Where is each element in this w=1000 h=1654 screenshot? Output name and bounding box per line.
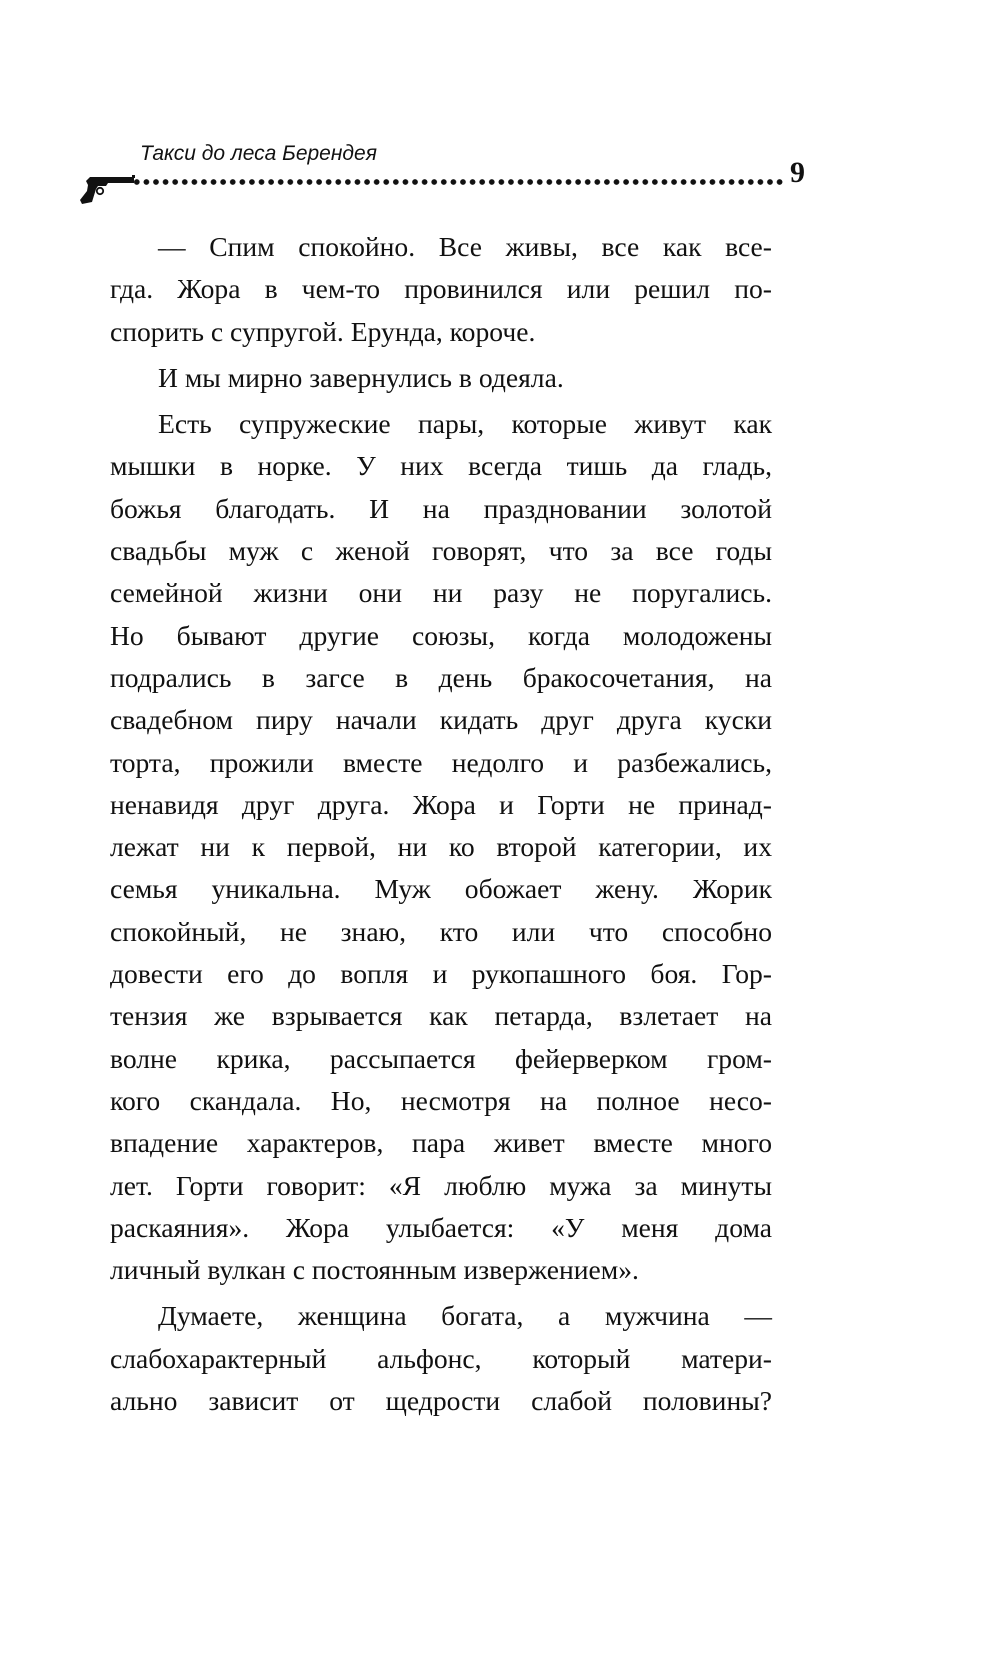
- text-line: довести его до вопля и рукопашного боя. Гор-: [110, 958, 772, 990]
- text-line: спорить с супругой. Ерунда, короче.: [110, 315, 536, 347]
- text-line: мышки в норке. У них всегда тишь да гладь,: [110, 450, 772, 482]
- text-line: ально зависит от щедрости слабой половины?: [110, 1385, 772, 1417]
- text-line: подрались в загсе в день бракосочетания, на: [110, 661, 772, 693]
- text-line: волне крика, рассыпается фейерверком гром-: [110, 1042, 772, 1074]
- text-line: И мы мирно завернулись в одеяла.: [158, 361, 564, 393]
- text-line: Думаете, женщина богата, а мужчина —: [158, 1300, 772, 1332]
- text-line: свадьбы муж с женой говорят, что за все годы: [110, 535, 772, 567]
- text-line: свадебном пиру начали кидать друг друга куски: [110, 704, 772, 736]
- text-line: кого скандала. Но, несмотря на полное несо-: [110, 1084, 772, 1116]
- text-line: раскаяния». Жора улыбается: «У меня дома: [110, 1211, 772, 1243]
- text-line: личный вулкан с постоянным извержением».: [110, 1254, 639, 1286]
- text-line: лет. Горти говорит: «Я люблю мужа за минуты: [110, 1169, 772, 1201]
- text-line: семейной жизни они ни разу не поругались.: [110, 577, 772, 609]
- text-line: торта, прожили вместе недолго и разбежались,: [110, 746, 772, 778]
- dot-leader: [132, 178, 784, 186]
- text-line: впадение характеров, пара живет вместе много: [110, 1127, 772, 1159]
- text-line: Есть супружеские пары, которые живут как: [158, 408, 772, 440]
- revolver-icon: [78, 172, 136, 206]
- text-line: ненавидя друг друга. Жора и Горти не принад-: [110, 788, 772, 820]
- text-line: спокойный, не знаю, кто или что способно: [110, 915, 772, 947]
- text-line: — Спим спокойно. Все живы, все как все-: [158, 231, 772, 262]
- page-number: 9: [790, 156, 805, 189]
- text-line: Но бывают другие союзы, когда молодожены: [110, 619, 772, 651]
- text-line: лежат ни к первой, ни ко второй категории, их: [110, 831, 772, 863]
- body-text: [110, 226, 772, 1422]
- text-line: семья уникальна. Муж обожает жену. Жорик: [110, 873, 772, 905]
- text-line: тензия же взрывается как петарда, взлетает на: [110, 1000, 772, 1032]
- text-line: гда. Жора в чем-то провинился или решил по-: [110, 273, 772, 305]
- text-line: слабохарактерный альфонс, который матери-: [110, 1342, 772, 1374]
- running-title: Такси до леса Берендея: [140, 142, 377, 165]
- text-line: божья благодать. И на праздновании золотой: [110, 492, 772, 524]
